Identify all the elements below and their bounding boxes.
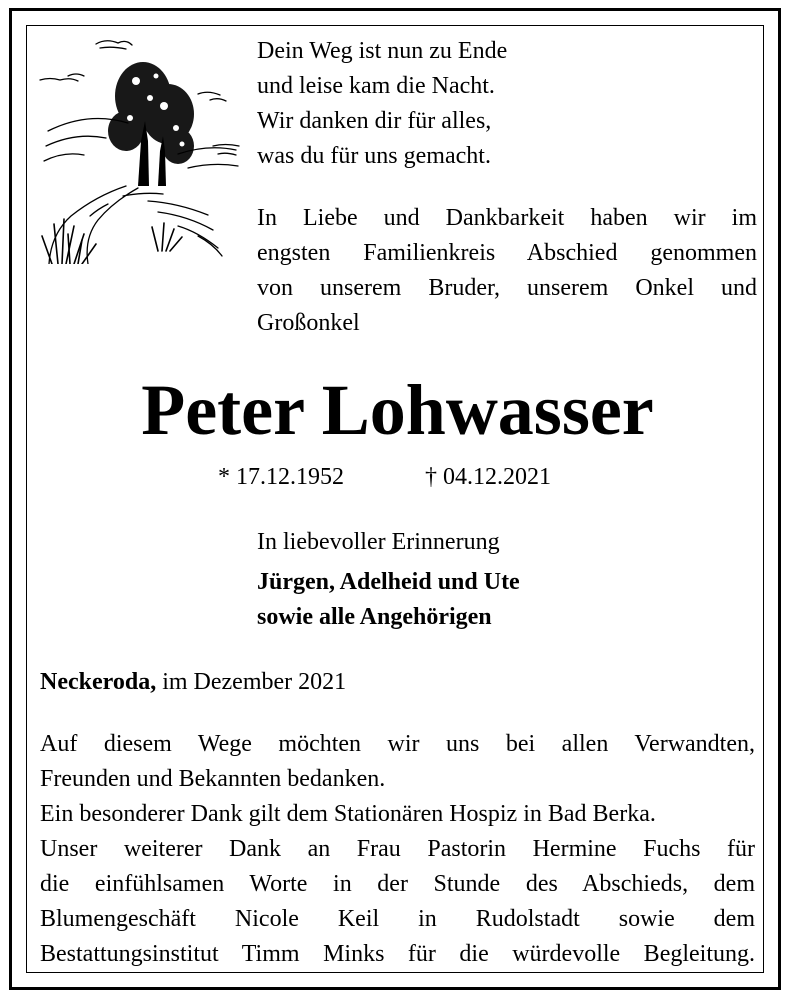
month-year: im Dezember 2021: [162, 669, 347, 695]
family-line: Jürgen, Adelheid und Ute: [257, 569, 520, 595]
poem-line: Wir danken dir für alles,: [257, 108, 492, 134]
mourners-names: [257, 565, 520, 635]
thanks-line: Ein besonderer Dank gilt dem Stationären Hospiz in Bad Berka.: [40, 801, 656, 827]
memory-line: In liebevoller Erinnerung: [257, 529, 500, 555]
thanks-paragraph: [40, 727, 755, 972]
thanks-line: Auf diesem Wege möchten wir uns bei allen Verwandten,: [40, 731, 755, 757]
poem-line: Dein Weg ist nun zu Ende: [257, 38, 508, 64]
family-line: sowie alle Angehörigen: [257, 604, 492, 630]
thanks-line: Freunden und Bekannten bedanken.: [40, 766, 386, 792]
birth-date: * 17.12.1952: [218, 464, 344, 490]
thanks-line: Bestattungsinstitut Timm Minks für die würdevolle Begleitung.: [40, 941, 755, 967]
intro-line: In Liebe und Dankbarkeit haben wir im: [257, 205, 757, 231]
poem-line: und leise kam die Nacht.: [257, 73, 495, 99]
intro-line: Großonkel: [257, 310, 360, 336]
place-date-line: [40, 665, 346, 700]
tree-landscape-illustration: [38, 36, 243, 264]
thanks-line: Blumengeschäft Nicole Keil in Rudolstadt sowie dem: [40, 906, 755, 932]
deceased-name: Peter Lohwasser: [141, 370, 654, 450]
poem: [257, 34, 507, 174]
poem-line: was du für uns gemacht.: [257, 143, 491, 169]
thanks-line: Unser weiterer Dank an Frau Pastorin Hermine Fuchs für: [40, 836, 755, 862]
intro-line: engsten Familienkreis Abschied genommen: [257, 240, 757, 266]
intro-paragraph: [257, 201, 757, 341]
death-date: † 04.12.2021: [425, 464, 551, 490]
intro-line: von unserem Bruder, unserem Onkel und: [257, 275, 757, 301]
thanks-line: die einfühlsamen Worte in der Stunde des Abschieds, dem: [40, 871, 755, 897]
place-name: Neckeroda,: [40, 669, 157, 695]
